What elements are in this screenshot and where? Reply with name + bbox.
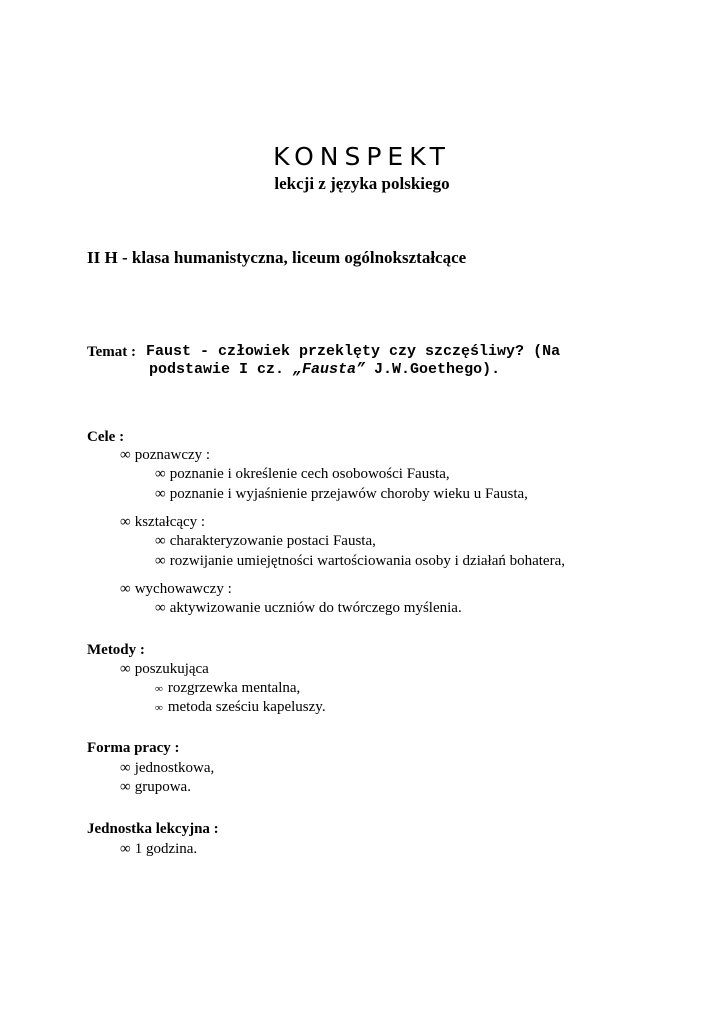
bullet-icon: ∞ [155,466,166,482]
goal-category-label: kształcący : [134,514,206,530]
list-item [155,464,450,484]
list-item [120,758,214,778]
topic-line-1: Faust - człowiek przeklęty czy szczęśliwy? (Na [146,343,561,360]
list-item-text: charakteryzowanie postaci Fausta, [169,533,376,549]
methods-heading: Metody : [87,642,145,658]
method-category [120,659,209,679]
list-item [155,697,326,718]
goals-heading: Cele : [87,429,125,445]
list-item-text: rozgrzewka mentalna, [167,680,301,696]
bullet-icon: ∞ [155,702,163,714]
goal-category-ksztalcacy [120,512,205,532]
list-item [155,551,565,571]
list-item [155,484,528,504]
bullet-icon: ∞ [120,779,131,795]
list-item [155,531,376,551]
list-item-text: jednostkowa, [134,760,215,776]
work-form-heading: Forma pracy : [87,740,180,756]
list-item-text: aktywizowanie uczniów do twórczego myślenia. [169,600,462,616]
list-item-text: rozwijanie umiejętności wartościowania osoby i działań bohatera, [169,553,565,569]
bullet-icon: ∞ [155,533,166,549]
document-title: KONSPEKT [273,142,451,171]
bullet-icon: ∞ [155,553,166,569]
topic-line-2 [149,360,500,380]
goal-category-label: poznawczy : [134,447,211,463]
bullet-icon: ∞ [155,600,166,616]
topic-line-2-end: J.W.Goethego). [365,361,501,378]
bullet-icon: ∞ [120,760,131,776]
topic-line-2-start: podstawie I cz. [149,361,294,378]
list-item [120,777,191,797]
list-item [120,839,197,859]
bullet-icon: ∞ [120,447,131,463]
list-item [155,678,300,699]
method-category-label: poszukująca [134,661,209,677]
bullet-icon: ∞ [120,841,131,857]
topic-work-title: „Fausta” [293,361,366,378]
list-item-text: metoda sześciu kapeluszy. [167,699,326,715]
list-item-text: poznanie i określenie cech osobowości Fausta, [169,466,450,482]
bullet-icon: ∞ [155,486,166,502]
bullet-icon: ∞ [120,581,131,597]
class-line: II H - klasa humanistyczna, liceum ogólnokształcące [87,248,467,267]
list-item-text: poznanie i wyjaśnienie przejawów choroby wieku u Fausta, [169,486,528,502]
list-item-text: 1 godzina. [134,841,198,857]
topic-label: Temat : [87,344,137,360]
goal-category-wychowawczy [120,579,232,599]
bullet-icon: ∞ [120,514,131,530]
document-subtitle: lekcji z języka polskiego [274,174,450,193]
bullet-icon: ∞ [120,661,131,677]
goal-category-poznawczy [120,445,210,465]
list-item [155,598,462,618]
bullet-icon: ∞ [155,683,163,695]
lesson-unit-heading: Jednostka lekcyjna : [87,821,219,837]
goal-category-label: wychowawczy : [134,581,232,597]
list-item-text: grupowa. [134,779,191,795]
